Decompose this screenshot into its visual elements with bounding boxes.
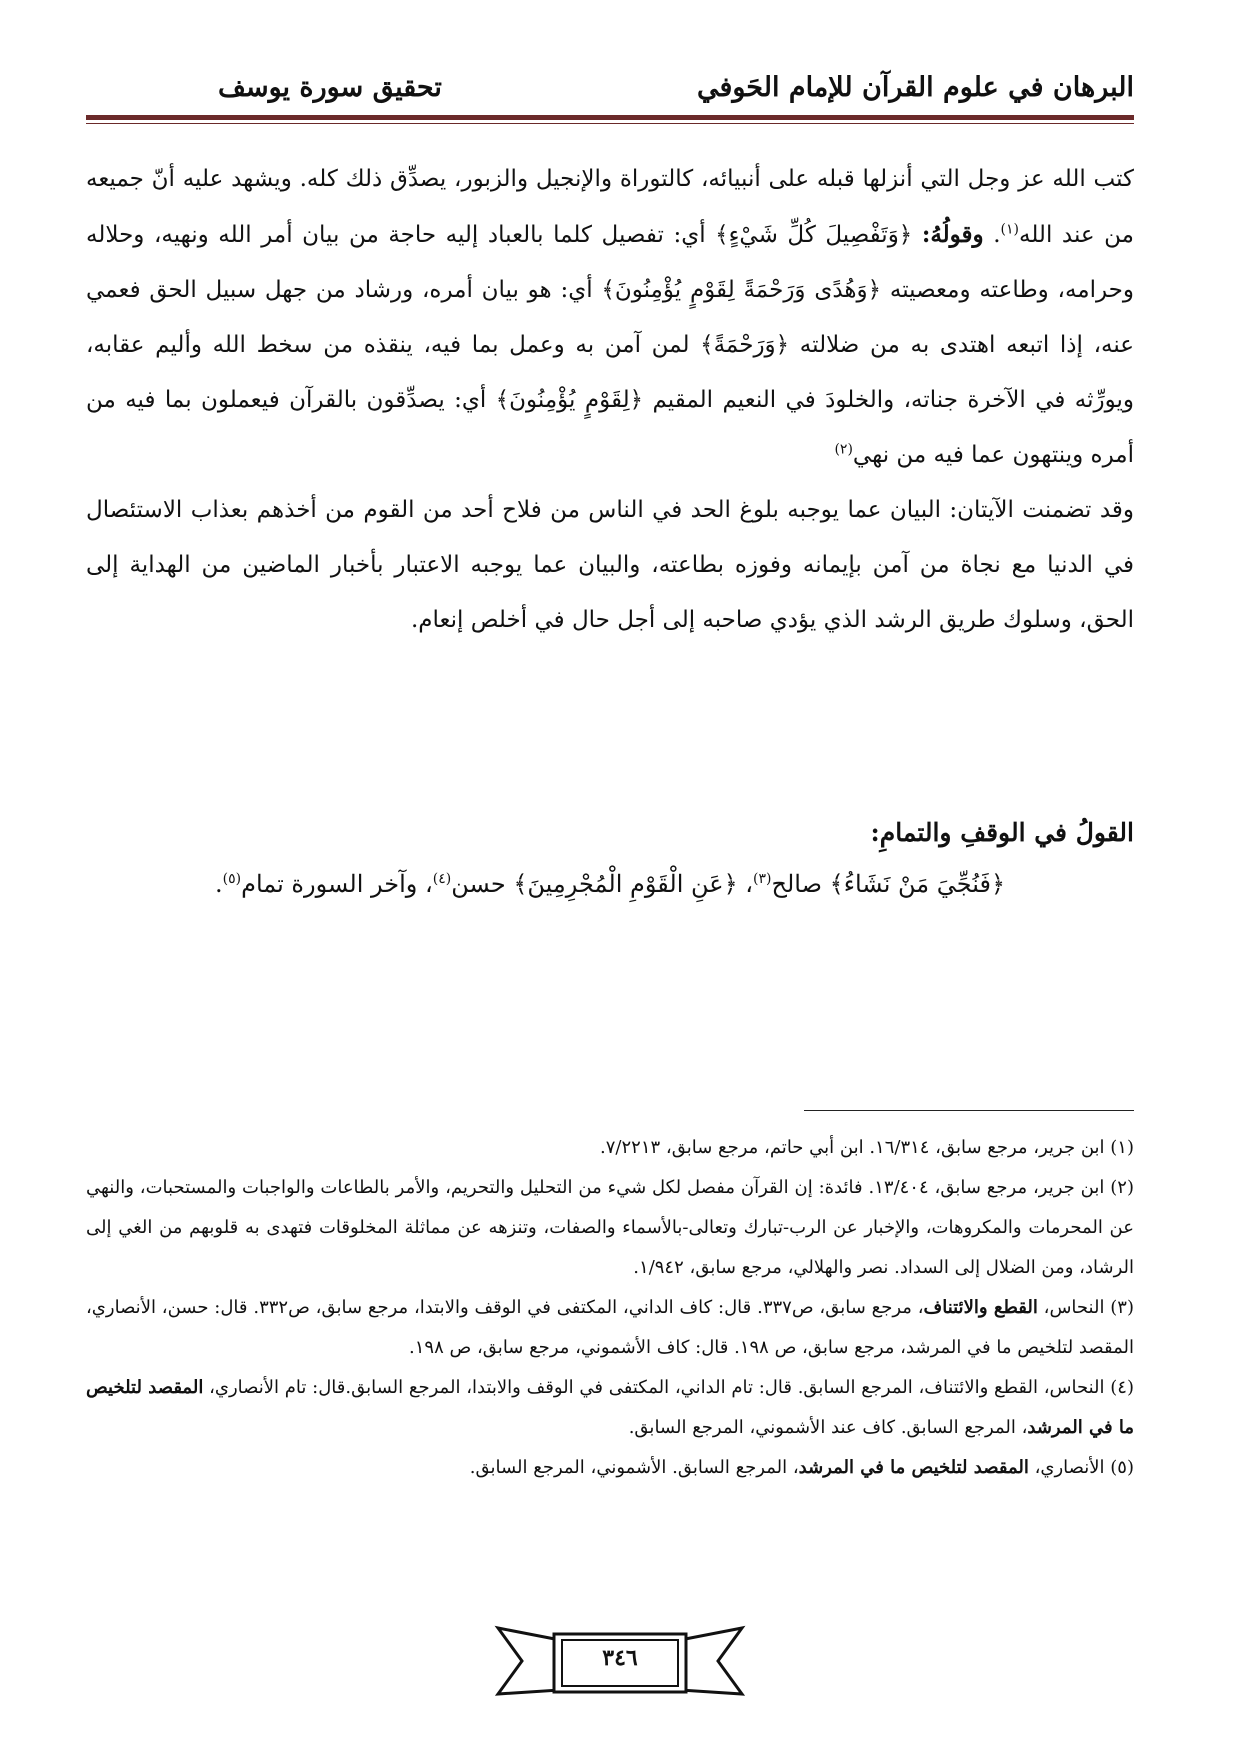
footnote-3 <box>86 1288 1134 1368</box>
footnote-2: (٢) ابن جرير، مرجع سابق، ١٣/٤٠٤. فائدة: إن القرآن مفصل لكل شيء من التحليل والتحريم، والأمر بالطاعات والواجبات والمستحبات، والنهي عن المحرمات والمكروهات، والإخبار عن الرب-تبارك وتعالى-بالأسماء والصفات، وتنزهه عن مماثلة المخلوقات فتهدى به قلوبهم من الغي إلى الرشاد، ومن الضلال إلى السداد. نصر والهلالي، مرجع سابق، ١/٩٤٢. <box>86 1177 1134 1278</box>
footnote-ref-1: (١) <box>1000 221 1019 238</box>
paragraph-2: وقد تضمنت الآيتان: البيان عما يوجبه بلوغ الحد في الناس من فلاح أحد من القوم من أخذهم بعذاب الاستئصال في الدنيا مع نجاة من آمن بإيمانه وفوزه بطاعته، والبيان عما يوجبه الاعتبار بأخبار الماضين من الهداية إلى الحق، وسلوك طريق الرشد الذي يؤدي صاحبه إلى أجل حال في أخلص إنعام. <box>86 497 1134 633</box>
footnote-5-part-2: ، المرجع السابق. الأشموني، المرجع السابق. <box>469 1457 799 1478</box>
main-text <box>86 152 1134 648</box>
verse-part-3: ، وآخر السورة تمام <box>241 870 433 898</box>
verse-part-2: ، ﴿عَنِ الْقَوْمِ الْمُجْرِمِينَ﴾ حسن <box>451 870 754 898</box>
waqf-verse-line <box>86 870 1134 898</box>
paragraph-1-part-1: كتب الله عز وجل التي أنزلها قبله على أنبيائه، كالتوراة والإنجيل والزبور، يصدِّق ذلك كله. ويشهد عليه أنّ جميعه من عند الله <box>86 166 1134 248</box>
footnote-ref-4: (٤) <box>432 871 452 887</box>
header-rule-thin <box>86 123 1134 124</box>
verse-part-1: ﴿فَنُجِّيَ مَنْ نَشَاءُ﴾ صالح <box>771 870 1006 898</box>
footnote-4 <box>86 1368 1134 1448</box>
footnote-5-bold: المقصد لتلخيص ما في المرشد <box>798 1457 1029 1478</box>
paragraph-1-bold: وقولُهُ: <box>921 221 984 248</box>
header-rule-thick <box>86 115 1134 120</box>
chapter-title: تحقيق سورة يوسف <box>218 72 442 103</box>
footnote-3-bold: القطع والائتناف <box>923 1297 1038 1318</box>
paragraph-1-part-3: ﴿وَتَفْصِيلَ كُلِّ شَيْءٍ﴾ أي: تفصيل كلما بالعباد إليه حاجة من بيان أمر الله ونهيه، وحلاله وحرامه، وطاعته ومعصيته ﴿وَهُدًى وَرَحْمَةً لِقَوْمٍ يُؤْمِنُونَ﴾ أي: هو بيان أمره، ورشاد من جهل سبيل الحق فعمي عنه، إذا اتبعه اهتدى به من ضلالته ﴿وَرَحْمَةً﴾ لمن آمن به وعمل بما فيه، ينقذه من سخط الله وأليم عقابه، ويورِّثه في الآخرة جناته، والخلودَ في النعيم المقيم ﴿لِقَوْمٍ يُؤْمِنُونَ﴾ أي: يصدِّقون بالقرآن فيعملون بما فيه من أمره وينتهون عما فيه من نهي <box>86 222 1134 468</box>
footnote-3-part-2: ، مرجع سابق، ص٣٣٧. قال: كاف الداني، المكتفى في الوقف والابتدا، مرجع سابق، ص٣٣٢. قال: حسن، الأنصاري، المقصد لتلخيص ما في المرشد، مرجع سابق، ص ١٩٨. قال: كاف الأشموني، مرجع سابق، ص ١٩٨. <box>86 1297 1134 1358</box>
footnote-5-part-1: (٥) الأنصاري، <box>1028 1457 1134 1478</box>
footnote-3-part-1: (٣) النحاس، <box>1037 1297 1134 1318</box>
footnote-4-part-2: ، المرجع السابق. كاف عند الأشموني، المرجع السابق. <box>628 1417 1028 1438</box>
footnote-ref-3: (٣) <box>753 871 772 887</box>
footnotes <box>86 1128 1134 1488</box>
page-number: ٣٤٦ <box>602 1645 638 1671</box>
footnote-4-bold: المقصد لتلخيص ما في المرشد <box>86 1377 1134 1438</box>
footnote-divider <box>804 1110 1134 1111</box>
section-heading: القولُ في الوقفِ والتمامِ: <box>870 818 1134 847</box>
footnote-ref-5: (٥) <box>222 871 242 887</box>
book-title: البرهان في علوم القرآن للإمام الحَوفي <box>696 72 1134 103</box>
footnote-1: (١) ابن جرير، مرجع سابق، ١٦/٣١٤. ابن أبي حاتم، مرجع سابق، ٧/٢٢١٣. <box>600 1137 1134 1158</box>
page-number-ribbon <box>494 1620 746 1702</box>
paragraph-1 <box>86 152 1134 483</box>
footnote-5 <box>86 1448 1134 1488</box>
footnote-ref-2: (٢) <box>834 441 853 458</box>
paragraph-1-part-2: . <box>983 222 1001 248</box>
verse-part-4: . <box>214 870 223 898</box>
footnote-4-part-1: (٤) النحاس، القطع والائتناف، المرجع السابق. قال: تام الداني، المكتفى في الوقف والابتدا، المرجع السابق.قال: تام الأنصاري، <box>203 1377 1134 1398</box>
page-header <box>86 72 1134 110</box>
